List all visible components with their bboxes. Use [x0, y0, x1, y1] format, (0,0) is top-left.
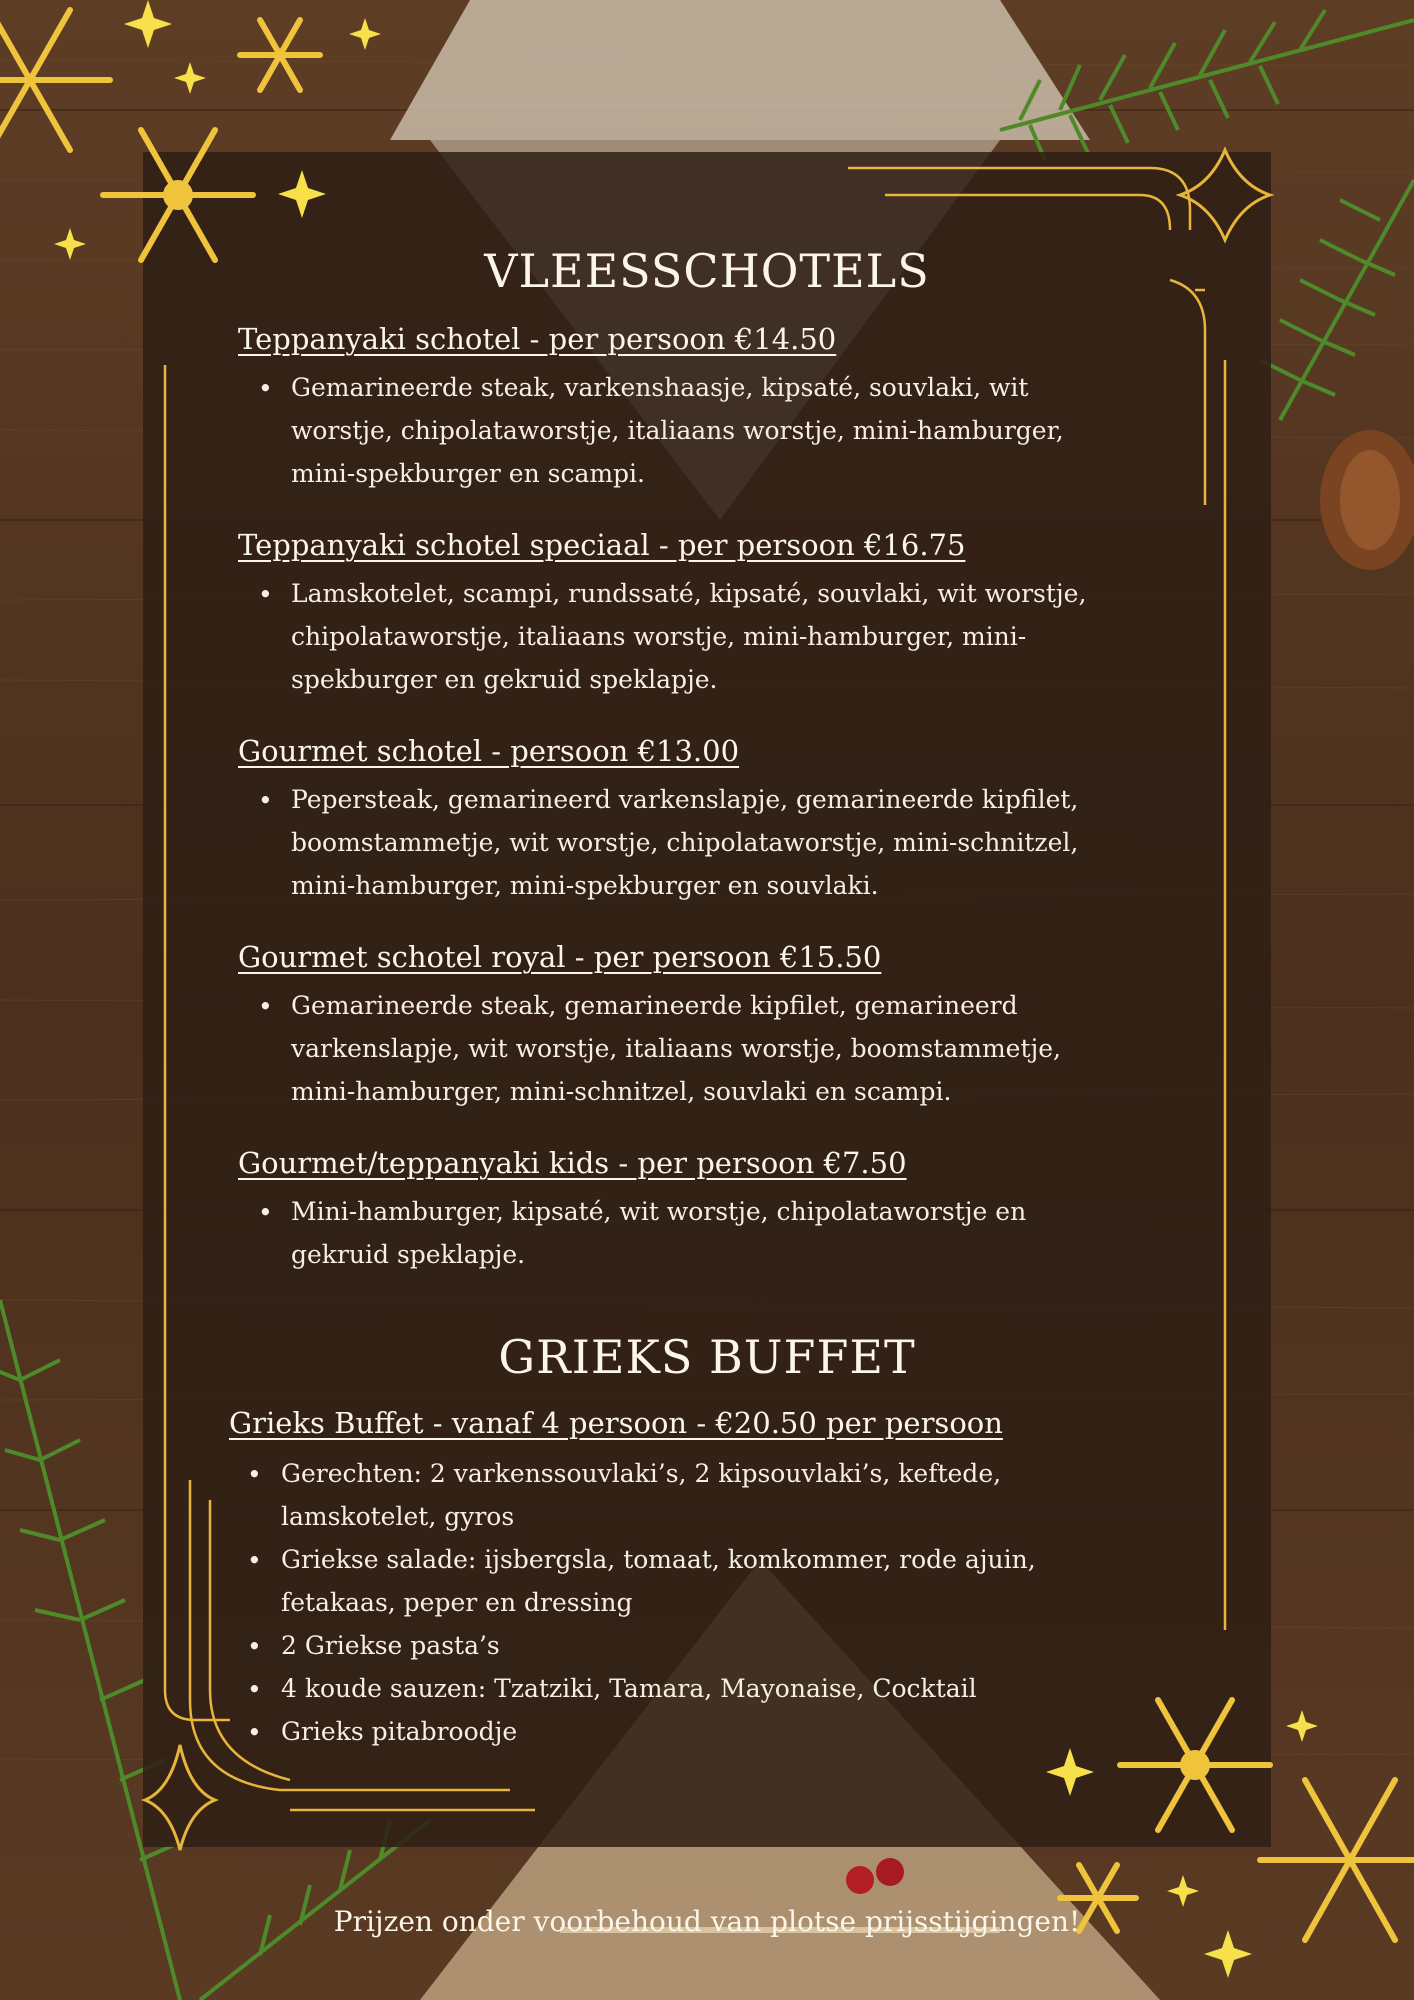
item-description-line: Mini-hamburger, kipsaté, wit worstje, chipolataworstje en [291, 1197, 1027, 1226]
item-title: Teppanyaki schotel speciaal - per persoon €16.75 [238, 528, 966, 562]
item-title: Teppanyaki schotel - per persoon €14.50 [238, 322, 837, 356]
item-description-line: spekburger en gekruid speklapje. [291, 665, 718, 694]
buffet-bullet-line: Griekse salade: ijsbergsla, tomaat, komkommer, rode ajuin, [281, 1545, 1036, 1574]
item-title: Gourmet schotel - persoon €13.00 [238, 734, 740, 768]
bullet-icon: • [247, 1460, 262, 1489]
buffet-bullet-line: Gerechten: 2 varkenssouvlaki’s, 2 kipsouvlaki’s, keftede, [281, 1459, 1002, 1488]
bullet-icon: • [258, 580, 273, 609]
buffet-bullet-line: lamskotelet, gyros [281, 1502, 515, 1531]
buffet-bullet-line: fetakaas, peper en dressing [281, 1588, 633, 1617]
buffet-bullet-line: 2 Griekse pasta’s [281, 1631, 500, 1660]
item-title: Gourmet/teppanyaki kids - per persoon €7.50 [238, 1146, 907, 1180]
bullet-icon: • [247, 1718, 262, 1747]
item-description-line: Gemarineerde steak, varkenshaasje, kipsaté, souvlaki, wit [291, 373, 1029, 402]
item-description-line: Lamskotelet, scampi, rundssaté, kipsaté, souvlaki, wit worstje, [291, 579, 1087, 608]
bullet-icon: • [258, 992, 273, 1021]
bullet-icon: • [258, 1198, 273, 1227]
bullet-icon: • [247, 1546, 262, 1575]
section-title-vleesschotels: VLEESSCHOTELS [484, 244, 930, 298]
buffet-bullet-line: 4 koude sauzen: Tzatziki, Tamara, Mayonaise, Cocktail [281, 1674, 977, 1703]
item-description-line: boomstammetje, wit worstje, chipolataworstje, mini-schnitzel, [291, 828, 1079, 857]
bullet-icon: • [247, 1632, 262, 1661]
bullet-icon: • [247, 1675, 262, 1704]
item-title: Gourmet schotel royal - per persoon €15.50 [238, 940, 882, 974]
item-description-line: varkenslapje, wit worstje, italiaans worstje, boomstammetje, [291, 1034, 1061, 1063]
item-description-line: mini-hamburger, mini-schnitzel, souvlaki en scampi. [291, 1077, 952, 1106]
item-description-line: mini-spekburger en scampi. [291, 459, 646, 488]
item-description-line: Gemarineerde steak, gemarineerde kipfilet, gemarineerd [291, 991, 1018, 1020]
footer-disclaimer: Prijzen onder voorbehoud van plotse prijsstijgingen! [333, 1905, 1081, 1938]
bullet-icon: • [258, 786, 273, 815]
item-description-line: gekruid speklapje. [291, 1240, 526, 1269]
item-description-line: chipolataworstje, italiaans worstje, mini-hamburger, mini- [291, 622, 1027, 651]
item-description-line: mini-hamburger, mini-spekburger en souvlaki. [291, 871, 879, 900]
bullet-icon: • [258, 374, 273, 403]
item-title-grieks-buffet: Grieks Buffet - vanaf 4 persoon - €20.50 per persoon [229, 1406, 1003, 1440]
buffet-bullet-line: Grieks pitabroodje [281, 1717, 518, 1746]
section-title-grieks-buffet: GRIEKS BUFFET [498, 1330, 916, 1384]
item-description-line: worstje, chipolataworstje, italiaans worstje, mini-hamburger, [291, 416, 1064, 445]
item-description-line: Pepersteak, gemarineerd varkenslapje, gemarineerde kipfilet, [291, 785, 1079, 814]
